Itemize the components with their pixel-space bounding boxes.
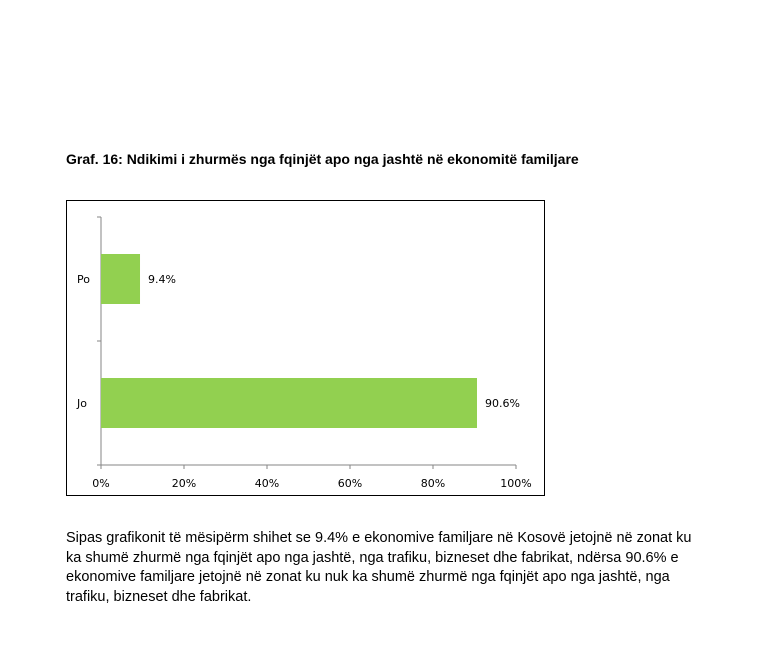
x-tick-label: 40% (254, 477, 280, 490)
chart-caption: Sipas grafikonit të mësipërm shihet se 9.4% e ekonomive familjare në Kosovë jetojnë në zonat ku ka shumë zhurmë nga fqinjët apo nga jashtë, nga trafiku, bizneset dhe fabrikat, ndërsa 90.6% e ekonomive familjare jetojnë në zonat ku nuk ka shumë zhurmë nga fqinjët apo nga jashtë, nga trafiku, bizneset dhe fabrikat. (66, 530, 692, 605)
bar-chart (67, 201, 544, 495)
x-tick-label: 80% (420, 477, 446, 490)
chart-frame (66, 200, 545, 496)
x-tick-label: 60% (337, 477, 363, 490)
x-tick-label: 20% (171, 477, 197, 490)
value-label: 90.6% (484, 397, 520, 410)
x-tick-label: 0% (92, 477, 110, 490)
x-tick-label: 100% (500, 477, 532, 490)
category-label: Jo (77, 397, 87, 410)
bar-jo (101, 378, 477, 428)
chart-title: Graf. 16: Ndikimi i zhurmës nga fqinjët apo nga jashtë në ekonomitë familjare (66, 151, 579, 167)
category-label: Po (77, 273, 90, 286)
value-label: 9.4% (148, 273, 176, 286)
bar-po (101, 254, 140, 304)
